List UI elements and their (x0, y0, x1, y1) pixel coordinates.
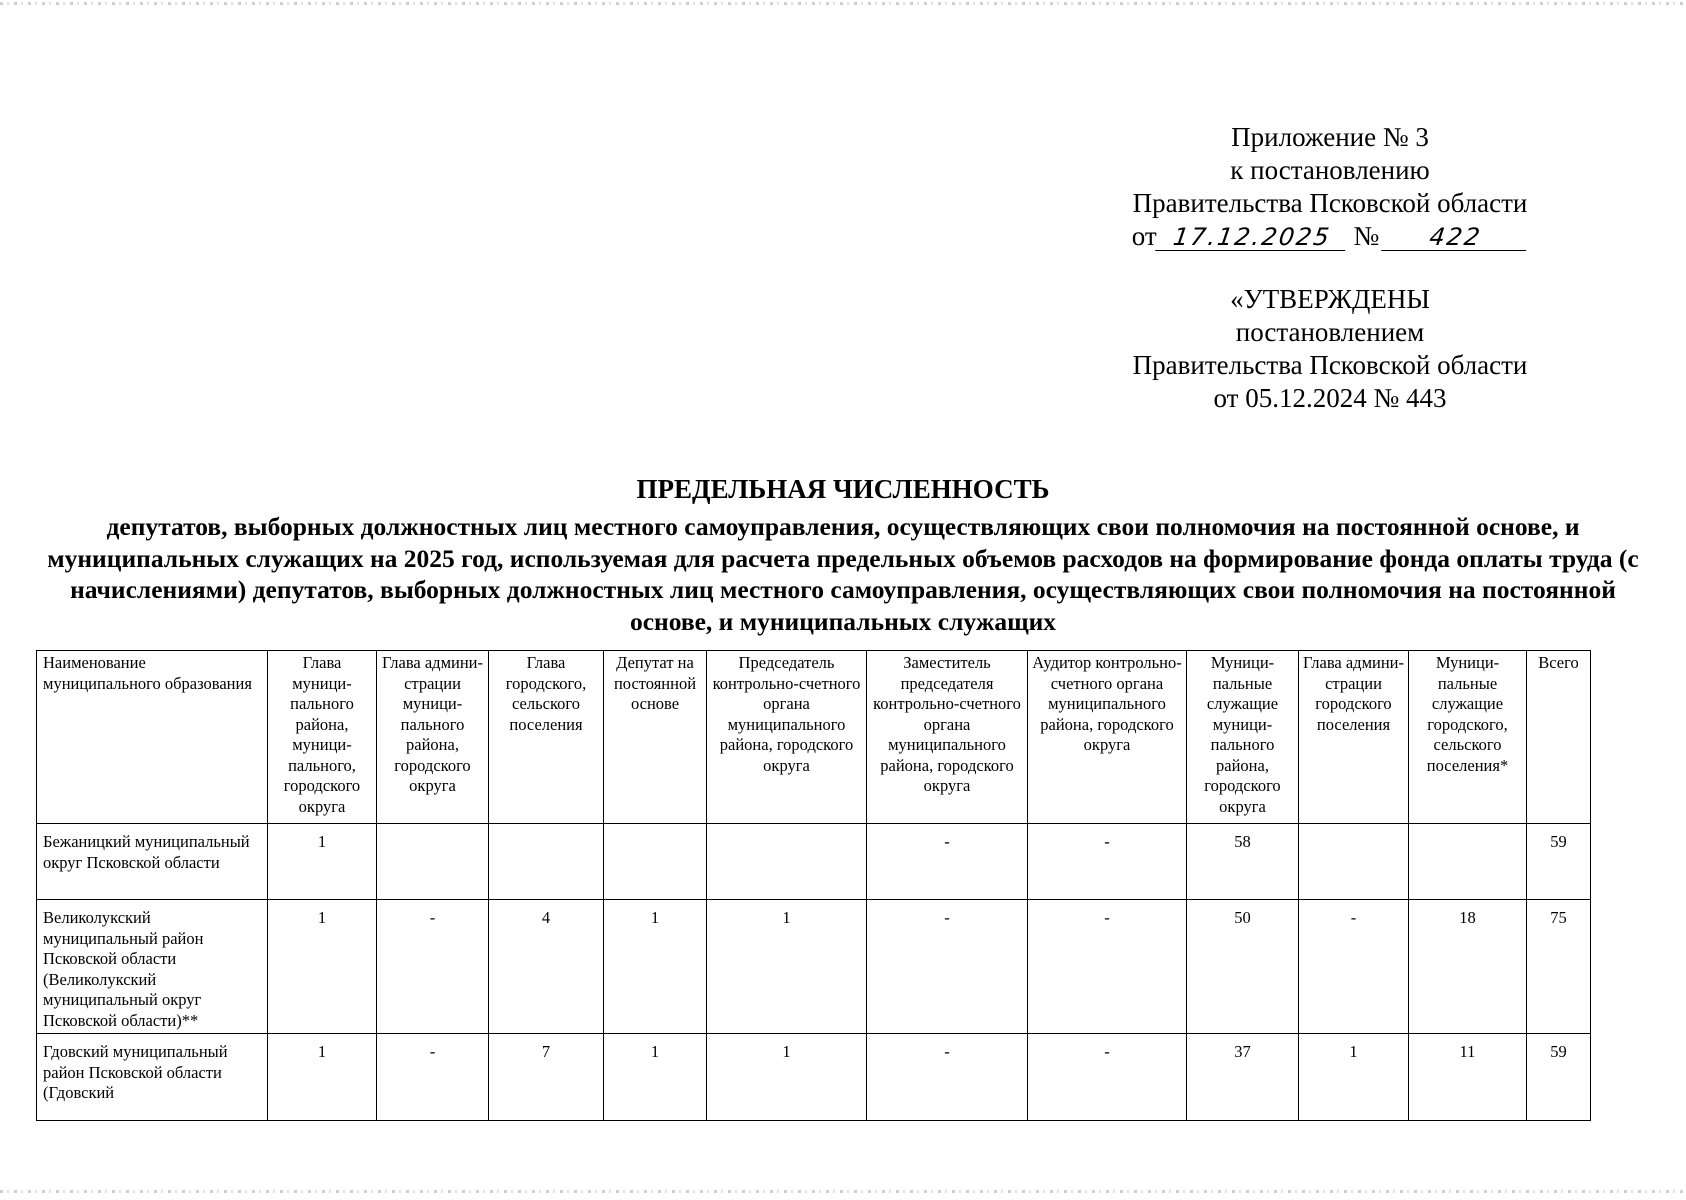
approved-by-resolution: постановлением (1235, 317, 1425, 347)
table-cell: 58 (1187, 824, 1299, 900)
table-cell (707, 824, 867, 900)
document-title: ПРЕДЕЛЬНАЯ ЧИСЛЕННОСТЬ (636, 474, 1050, 504)
table-row (37, 824, 1591, 900)
table-cell: 1 (1299, 1034, 1409, 1121)
table-cell: Бежаницкий муниципальный округ Псковской области (37, 824, 268, 900)
table-cell: 1 (707, 1034, 867, 1121)
table-cell: - (1028, 1034, 1187, 1121)
table-cell: 59 (1527, 824, 1591, 900)
table-cell (489, 824, 604, 900)
table-cell: - (867, 1034, 1028, 1121)
staff-limits-table (36, 650, 1591, 1121)
document-subtitle: депутатов, выборных должностных лиц местного самоуправления, осуществляющих свои полномочия на постоянной основе, и муниципальных служащих на 2025 год, используемая для расчета предельных объемов расходов на формирование фонда оплаты труда (с начислениями) депутатов, выборных должностных лиц местного самоуправления, осуществляющих свои полномочия на постоянной основе, и муниципальных служащих (47, 512, 1639, 636)
table-cell: 1 (268, 824, 377, 900)
col-header: Муници-пальные служащие городского, сельского поселения* (1409, 651, 1527, 824)
col-header: Муници-пальные служащие муници-пального района, городского округа (1187, 651, 1299, 824)
handwritten-date: 17.12.2025 (1155, 224, 1349, 251)
col-header: Глава админи-страции муници-пального района, городского округа (377, 651, 489, 824)
table-row (37, 900, 1591, 1034)
table-cell: 50 (1187, 900, 1299, 1034)
col-header: Аудитор контрольно-счетного органа муниципального района, городского округа (1028, 651, 1187, 824)
col-header: Глава городского, сельского поселения (489, 651, 604, 824)
number-sign: № (1353, 221, 1380, 251)
appendix-header (1090, 121, 1570, 253)
appendix-date-line (1090, 220, 1570, 253)
table-cell: - (377, 900, 489, 1034)
table-row (37, 1034, 1591, 1121)
table-cell: 1 (604, 1034, 707, 1121)
table-cell (377, 824, 489, 900)
table-cell: - (1028, 900, 1187, 1034)
approved-label: «УТВЕРЖДЕНЫ (1230, 284, 1430, 314)
table-header-row (37, 651, 1591, 824)
table-cell: Великолукский муниципальный район Псковской области (Великолукский муниципальный округ Псковской области)** (37, 900, 268, 1034)
col-header: Заместитель председателя контрольно-счетного органа муниципального района, городского округа (867, 651, 1028, 824)
table-cell: - (867, 824, 1028, 900)
col-header: Наименование муниципального образования (37, 651, 268, 824)
table-cell: 7 (489, 1034, 604, 1121)
col-header: Глава админи-страции городского поселения (1299, 651, 1409, 824)
col-header: Председатель контрольно-счетного органа муниципального района, городского округа (707, 651, 867, 824)
approval-header (1090, 283, 1570, 415)
table-cell: 1 (604, 900, 707, 1034)
date-prefix: от (1131, 221, 1157, 251)
table-cell (1299, 824, 1409, 900)
appendix-government: Правительства Псковской области (1132, 188, 1528, 218)
handwritten-number: 422 (1381, 224, 1530, 251)
table-cell: - (377, 1034, 489, 1121)
table-cell: 1 (268, 900, 377, 1034)
appendix-number: Приложение № 3 (1231, 122, 1429, 152)
table-cell: 1 (268, 1034, 377, 1121)
table-cell (1409, 824, 1527, 900)
table-cell: 11 (1409, 1034, 1527, 1121)
col-header: Всего (1527, 651, 1591, 824)
table-cell (604, 824, 707, 900)
scan-edge-top (0, 2, 1686, 5)
table-cell: 37 (1187, 1034, 1299, 1121)
table-cell: Гдовский муниципальный район Псковской области (Гдовский (37, 1034, 268, 1121)
table-cell: 18 (1409, 900, 1527, 1034)
approved-government: Правительства Псковской области (1132, 350, 1528, 380)
table-cell: - (1299, 900, 1409, 1034)
table-cell: - (1028, 824, 1187, 900)
table-cell: 75 (1527, 900, 1591, 1034)
table-cell: 4 (489, 900, 604, 1034)
table-cell: 59 (1527, 1034, 1591, 1121)
scan-edge-bottom (0, 1190, 1686, 1193)
table-cell: - (867, 900, 1028, 1034)
col-header: Глава муници-пального района, муници-пального, городского округа (268, 651, 377, 824)
table-cell: 1 (707, 900, 867, 1034)
col-header: Депутат на постоянной основе (604, 651, 707, 824)
approved-date-number: от 05.12.2024 № 443 (1213, 383, 1447, 413)
appendix-to-resolution: к постановлению (1230, 155, 1430, 185)
